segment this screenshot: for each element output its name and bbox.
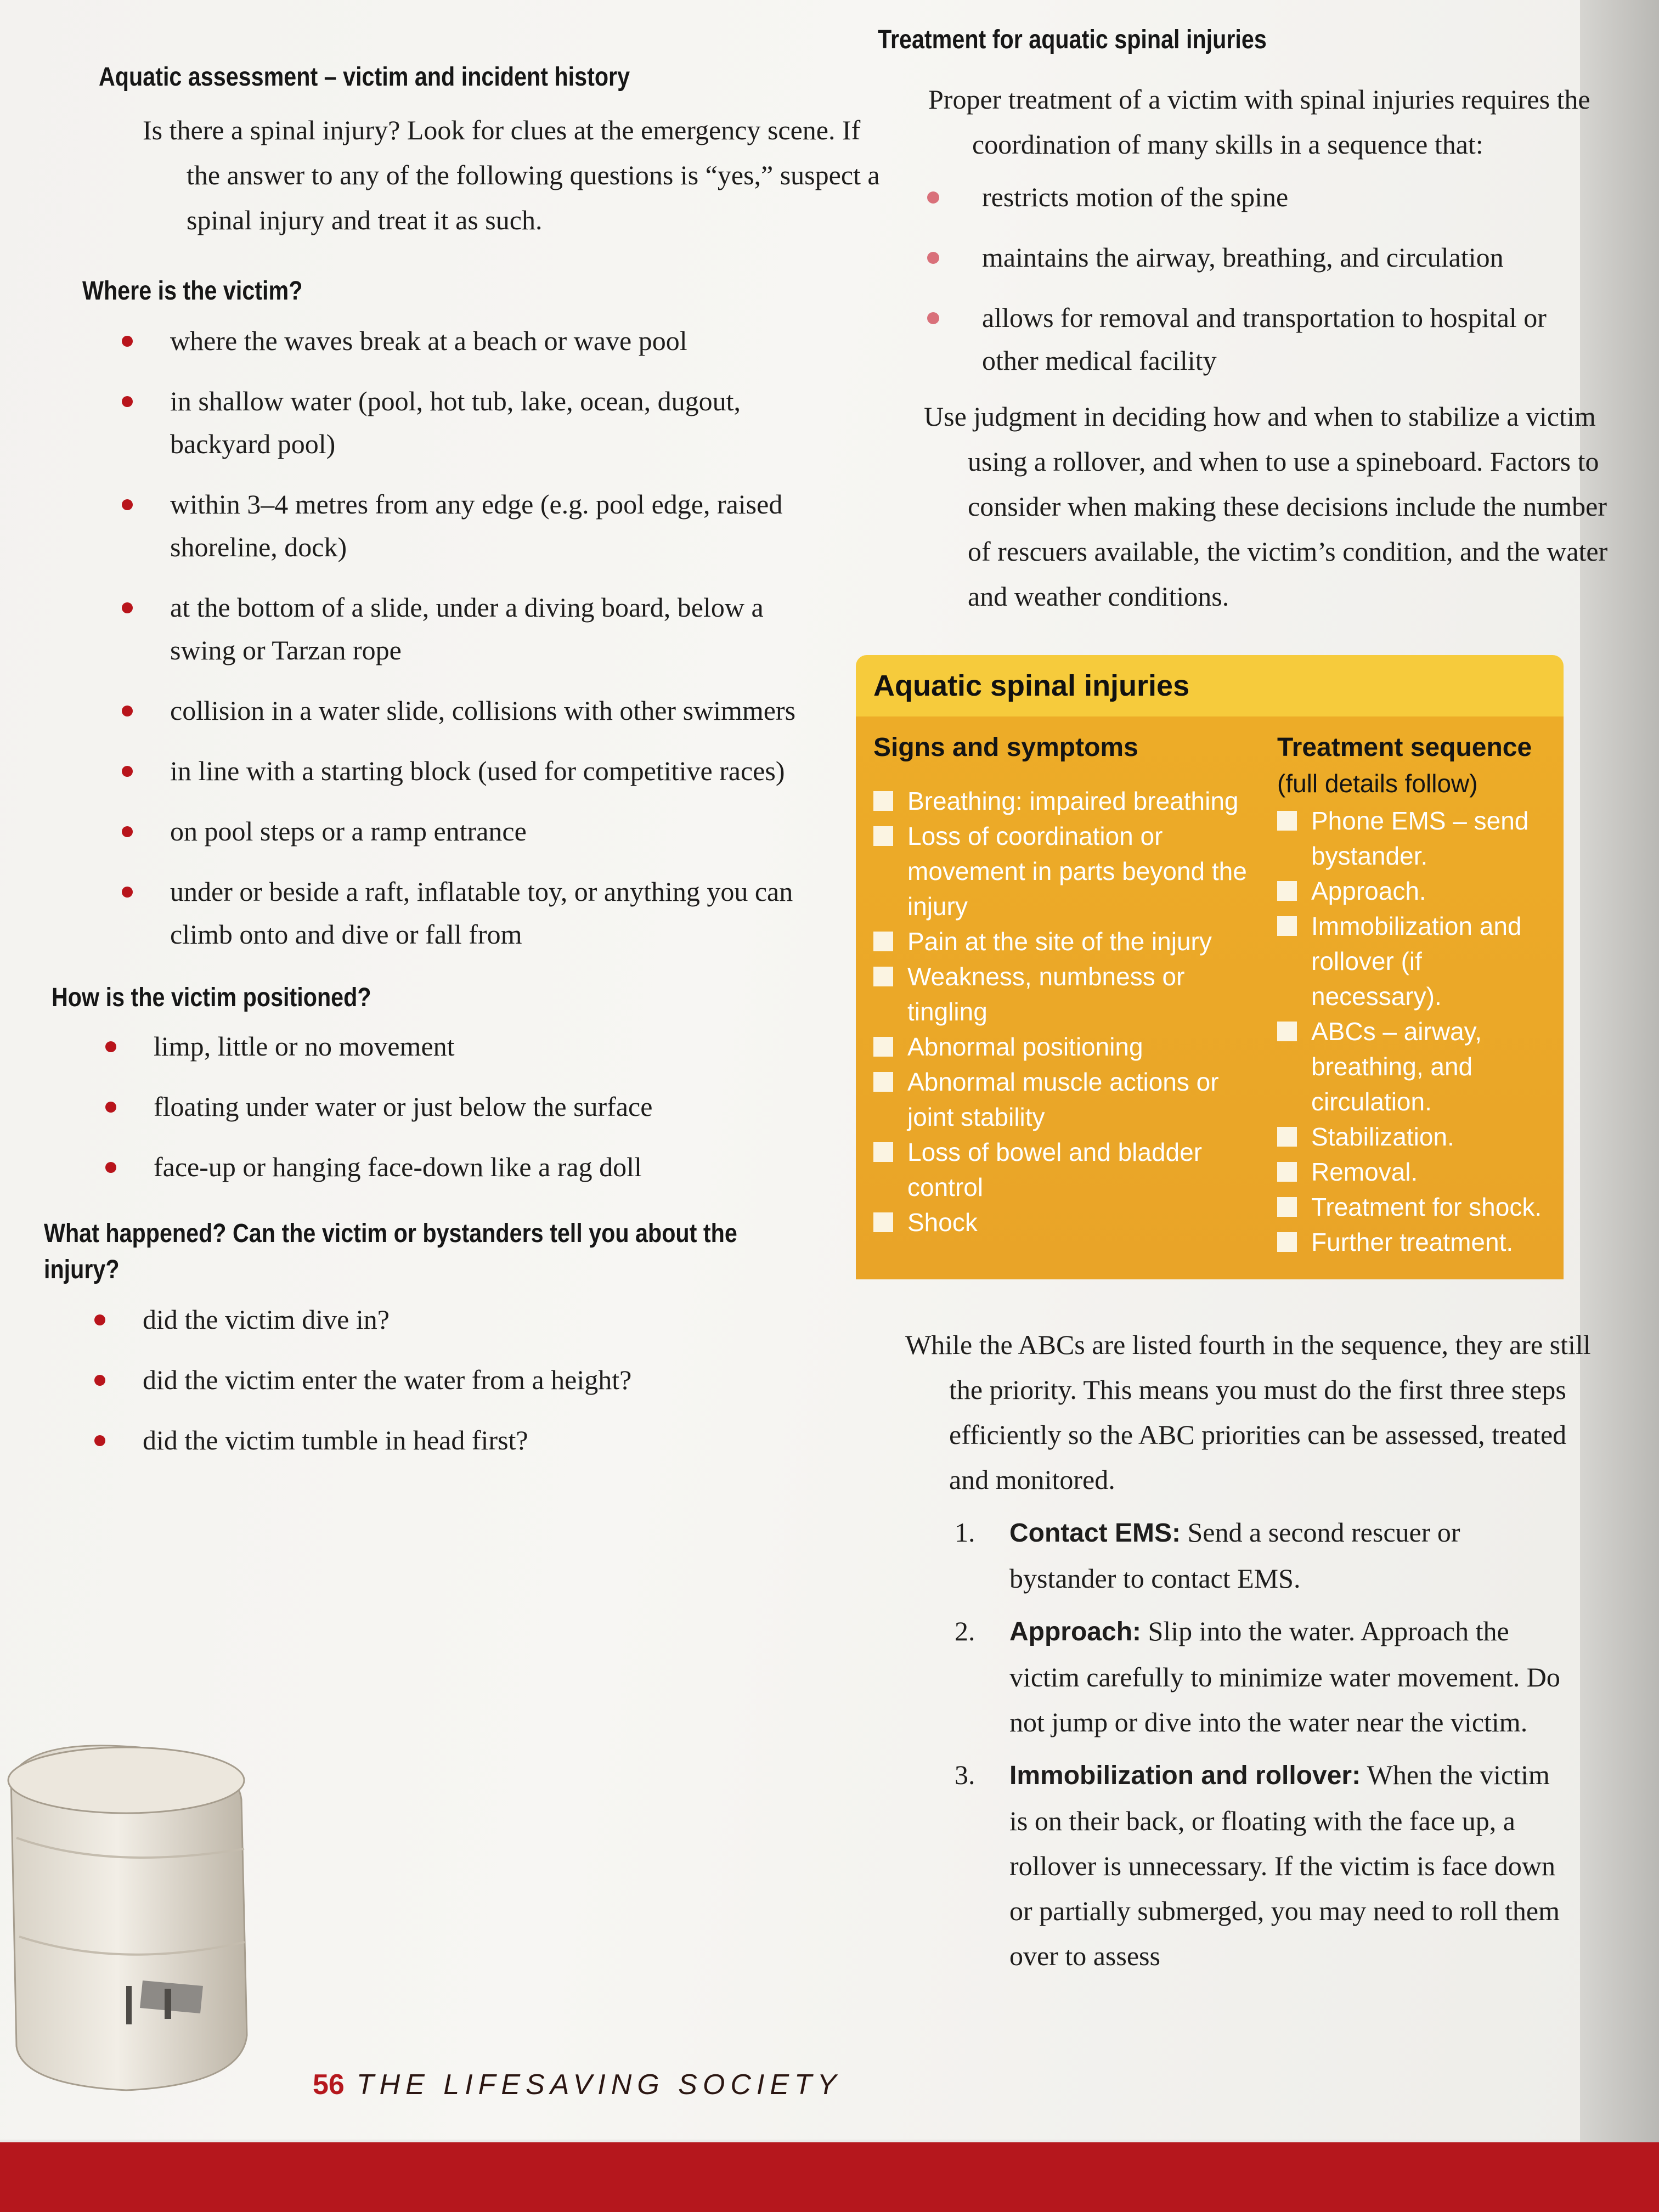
bullet-dot-icon	[94, 1375, 105, 1386]
checklist-text: Immobilization and rollover (if necessary).	[1311, 912, 1522, 1011]
step-text: Slip into the water. Approach the victim carefully to minimize water movement. Do not jump or dive into the water near the victim.	[1009, 1616, 1560, 1737]
treatment-list-item	[900, 176, 1569, 218]
treatment-list-item	[900, 296, 1569, 382]
treatment-intro: Proper treatment of a victim with spinal injuries requires the coordination of many skills in a sequence that:	[928, 84, 1590, 160]
section-heading-assessment: Aquatic assessment – victim and incident history	[99, 63, 630, 92]
sign-item	[873, 1029, 1255, 1064]
sequence-list	[1277, 803, 1546, 1260]
bullet-text: where the waves break at a beach or wave pool	[170, 325, 687, 356]
sequence-item	[1277, 1224, 1546, 1260]
checklist-text: Abnormal muscle actions or joint stability	[907, 1068, 1219, 1131]
bullet-dot-icon	[105, 1162, 116, 1173]
bullet-text: did the victim dive in?	[143, 1304, 390, 1335]
aquatic-spinal-injuries-box	[856, 655, 1564, 1279]
where-list-item	[88, 810, 801, 853]
box-title: Aquatic spinal injuries	[873, 669, 1190, 702]
sequence-heading: Treatment sequence	[1277, 733, 1532, 762]
where-list-item	[88, 586, 801, 672]
bullet-dot-icon	[105, 1041, 116, 1052]
checklist-text: Shock	[907, 1208, 978, 1237]
bullet-text: maintains the airway, breathing, and circulation	[982, 242, 1504, 273]
publisher-name: THE LIFESAVING SOCIETY	[356, 2069, 842, 2101]
steps-list	[955, 1510, 1564, 1978]
sign-item	[873, 924, 1255, 959]
where-list-item	[88, 749, 801, 792]
red-bottom-band	[0, 2142, 1659, 2212]
checkbox-square-icon	[873, 791, 893, 811]
page-edge-shadow	[1580, 0, 1659, 2212]
sequence-item	[1277, 873, 1546, 909]
checkbox-square-icon	[1277, 1197, 1297, 1217]
left-column	[38, 38, 880, 1462]
treatment-list	[900, 176, 1569, 382]
assessment-intro: Is there a spinal injury? Look for clues at the emergency scene. If the answer to any of the following questions is “yes,” suspect a spinal injury and treat it as such.	[143, 115, 880, 235]
sequence-item	[1277, 909, 1546, 1014]
step-text: When the victim is on their back, or floating with the face up, a rollover is unnecessary. If the victim is face down or partially submerged, you may need to roll them over to assess	[1009, 1759, 1560, 1971]
page-number: 56	[313, 2069, 345, 2101]
sequence-column	[1277, 730, 1546, 1260]
bullet-text: face-up or hanging face-down like a rag doll	[154, 1152, 642, 1182]
where-list-item	[88, 380, 801, 465]
checklist-text: ABCs – airway, breathing, and circulation.	[1311, 1017, 1482, 1116]
where-list-item	[88, 689, 801, 732]
page-footer	[313, 2068, 842, 2101]
step-number: 2.	[955, 1616, 975, 1646]
bullet-dot-icon	[94, 1435, 105, 1446]
checklist-text: Approach.	[1311, 877, 1426, 905]
checkbox-square-icon	[873, 932, 893, 951]
signs-list	[873, 783, 1255, 1240]
where-list-item	[88, 870, 801, 956]
checklist-text: Breathing: impaired breathing	[907, 787, 1239, 815]
step-item	[955, 1752, 1564, 1978]
treatment-list-item	[900, 236, 1569, 279]
where-list-item	[88, 483, 801, 568]
checkbox-square-icon	[873, 967, 893, 986]
bullet-text: restricts motion of the spine	[982, 182, 1289, 212]
checkbox-square-icon	[873, 1072, 893, 1092]
signs-column	[873, 730, 1255, 1260]
bullet-dot-icon	[122, 887, 133, 898]
checkbox-square-icon	[1277, 1232, 1297, 1252]
step-label: Immobilization and rollover:	[1009, 1761, 1361, 1790]
checkbox-square-icon	[1277, 1022, 1297, 1041]
happened-list	[60, 1298, 774, 1462]
sign-item	[873, 1135, 1255, 1205]
section-heading-treatment: Treatment for aquatic spinal injuries	[878, 25, 1267, 54]
checklist-text: Removal.	[1311, 1158, 1418, 1186]
positioned-list-item	[71, 1085, 785, 1128]
checkbox-square-icon	[1277, 1162, 1297, 1182]
checklist-text: Loss of coordination or movement in parts beyond the injury	[907, 822, 1247, 921]
bullet-dot-icon	[927, 252, 939, 264]
bullet-dot-icon	[94, 1314, 105, 1325]
checklist-text: Phone EMS – send bystander.	[1311, 806, 1529, 870]
sign-item	[873, 1064, 1255, 1135]
step-item	[955, 1510, 1564, 1601]
sequence-item	[1277, 1189, 1546, 1224]
bandage-roll-illustration	[0, 1728, 263, 2101]
bullet-dot-icon	[122, 396, 133, 407]
checkbox-square-icon	[1277, 811, 1297, 831]
checklist-text: Abnormal positioning	[907, 1032, 1143, 1061]
bullet-dot-icon	[122, 336, 133, 347]
where-list-item	[88, 319, 801, 362]
bullet-text: did the victim tumble in head first?	[143, 1425, 528, 1455]
step-item	[955, 1609, 1564, 1745]
right-column	[856, 22, 1608, 1978]
bullet-dot-icon	[122, 499, 133, 510]
bullet-text: allows for removal and transportation to hospital or other medical facility	[982, 302, 1547, 376]
bullet-text: under or beside a raft, inflatable toy, or anything you can climb onto and dive or fall from	[170, 876, 793, 950]
checkbox-square-icon	[1277, 1127, 1297, 1147]
bullet-dot-icon	[122, 766, 133, 777]
bullet-text: did the victim enter the water from a height?	[143, 1364, 632, 1395]
section-heading-positioned: How is the victim positioned?	[52, 983, 371, 1012]
happened-list-item	[60, 1298, 774, 1341]
bullet-text: collision in a water slide, collisions with other swimmers	[170, 695, 796, 726]
bullet-text: within 3–4 metres from any edge (e.g. pool edge, raised shoreline, dock)	[170, 489, 783, 562]
bullet-dot-icon	[927, 312, 939, 324]
section-heading-happened: What happened? Can the victim or bystanders tell you about the injury?	[44, 1219, 737, 1284]
bullet-dot-icon	[122, 602, 133, 613]
checklist-text: Pain at the site of the injury	[907, 927, 1212, 956]
sequence-item	[1277, 1119, 1546, 1154]
where-list	[88, 319, 801, 956]
abcs-paragraph: While the ABCs are listed fourth in the sequence, they are still the priority. This means you must do the first three steps efficiently so the ABC priorities can be assessed, treated and monitored.	[905, 1329, 1591, 1495]
checkbox-square-icon	[873, 1142, 893, 1162]
signs-heading: Signs and symptoms	[873, 733, 1138, 762]
checklist-text: Weakness, numbness or tingling	[907, 962, 1185, 1026]
bullet-text: limp, little or no movement	[154, 1031, 455, 1062]
positioned-list-item	[71, 1146, 785, 1188]
bullet-text: at the bottom of a slide, under a diving board, below a swing or Tarzan rope	[170, 592, 764, 665]
step-label: Contact EMS:	[1009, 1519, 1181, 1548]
step-number: 3.	[955, 1759, 975, 1790]
step-number: 1.	[955, 1517, 975, 1548]
sequence-item	[1277, 803, 1546, 873]
sequence-item	[1277, 1154, 1546, 1189]
sequence-item	[1277, 1014, 1546, 1119]
happened-list-item	[60, 1358, 774, 1401]
section-heading-where: Where is the victim?	[82, 276, 303, 306]
bullet-dot-icon	[927, 191, 939, 204]
step-label: Approach:	[1009, 1617, 1141, 1646]
bullet-dot-icon	[122, 706, 133, 716]
box-body	[856, 716, 1564, 1279]
bullet-text: on pool steps or a ramp entrance	[170, 816, 527, 847]
checklist-text: Treatment for shock.	[1311, 1193, 1542, 1221]
step-text: Send a second rescuer or bystander to contact EMS.	[1009, 1517, 1460, 1594]
checkbox-square-icon	[1277, 881, 1297, 901]
checkbox-square-icon	[873, 826, 893, 846]
sequence-subheading: (full details follow)	[1277, 769, 1478, 798]
happened-list-item	[60, 1419, 774, 1462]
bullet-text: in shallow water (pool, hot tub, lake, ocean, dugout, backyard pool)	[170, 386, 741, 459]
bullet-dot-icon	[105, 1102, 116, 1113]
checklist-text: Stabilization.	[1311, 1122, 1454, 1151]
sign-item	[873, 783, 1255, 819]
checklist-text: Further treatment.	[1311, 1228, 1514, 1256]
bullet-text: in line with a starting block (used for competitive races)	[170, 755, 785, 786]
bullet-text: floating under water or just below the surface	[154, 1091, 653, 1122]
checkbox-square-icon	[873, 1037, 893, 1057]
sign-item	[873, 959, 1255, 1029]
checkbox-square-icon	[1277, 916, 1297, 936]
sign-item	[873, 819, 1255, 924]
checkbox-square-icon	[873, 1212, 893, 1232]
positioned-list-item	[71, 1025, 785, 1068]
checklist-text: Loss of bowel and bladder control	[907, 1138, 1203, 1201]
judgment-paragraph: Use judgment in deciding how and when to stabilize a victim using a rollover, and when to use a spineboard. Factors to consider when making these decisions include the number of rescuers available, the victim’s condition, and the water and weather conditions.	[924, 401, 1608, 612]
bullet-dot-icon	[122, 826, 133, 837]
positioned-list	[71, 1025, 785, 1188]
sign-item	[873, 1205, 1255, 1240]
